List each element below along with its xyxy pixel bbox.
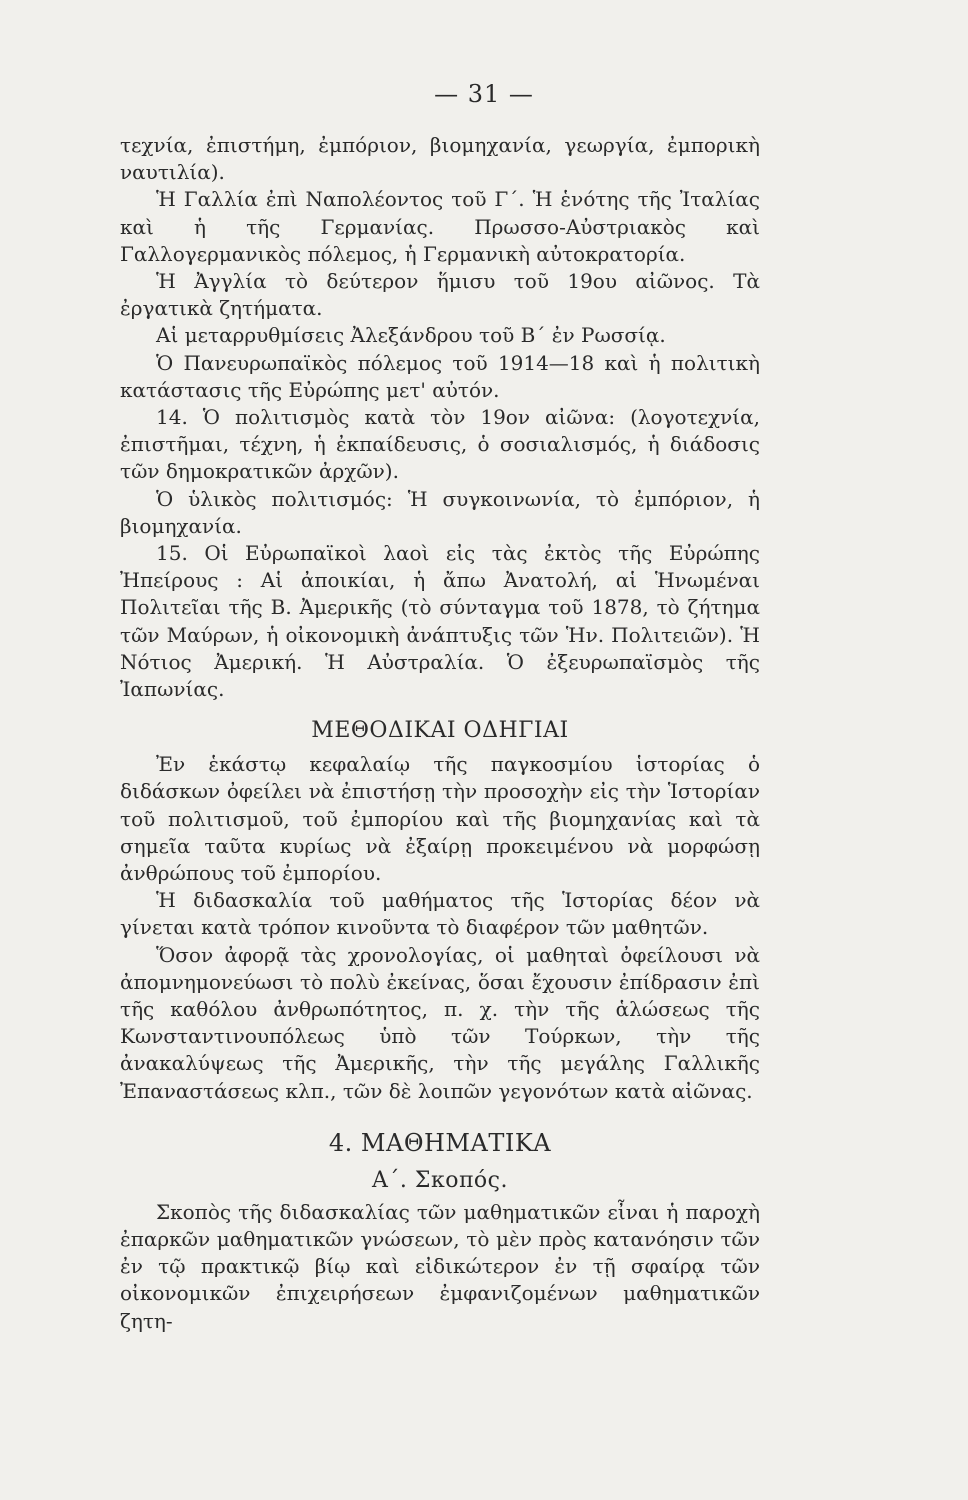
paragraph-continuation: τεχνία, ἐπιστήμη, ἐμπόριον, βιομηχανία, γεωργία, ἐμπορικὴ ναυτιλία). <box>120 133 760 185</box>
subheading-purpose: Α΄. Σκοπός. <box>372 1167 508 1193</box>
paragraph-methods-2: Ἡ διδασκαλία τοῦ μαθήματος τῆς Ἱστορίας δέον νὰ γίνεται κατὰ τρόπον κινοῦντα τὸ διαφέρον τῶν μαθητῶν. <box>120 888 760 940</box>
paragraph-russia-reforms: Αἱ μεταρρυθμίσεις Ἀλεξάνδρου τοῦ Β΄ ἐν Ρωσσίᾳ. <box>156 323 666 348</box>
paragraph-methods-3: Ὅσον ἀφορᾷ τὰς χρονολογίας, οἱ μαθηταὶ ὀφείλουσι νὰ ἀπομνημονεύωσι τὸ πολὺ ἐκείνας, ὅσαι ἔχουσιν ἐπίδρασιν ἐπὶ τῆς καθόλου ἀνθρωπότητος, π. χ. τὴν τῆς ἁλώσεως τῆς Κωνσταντινουπόλεως ὑπὸ τῶν Τούρκων, τὴν τῆς ἀνακαλύψεως τῆς Ἀμερικῆς, τὴν τῆς μεγάλης Γαλλικῆς Ἐπαναστάσεως κλπ., τῶν δὲ λοιπῶν γεγονότων κατὰ αἰῶνας. <box>120 942 760 1103</box>
page-number: — 31 — <box>434 80 534 108</box>
paragraph-material-civilization: Ὁ ὑλικὸς πολιτισμός: Ἡ συγκοινωνία, τὸ ἐμπόριον, ἡ βιομηχανία. <box>120 486 760 538</box>
paragraph-england: Ἡ Ἀγγλία τὸ δεύτερον ἥμισυ τοῦ 19ου αἰῶνος. Τὰ ἐργατικὰ ζητήματα. <box>120 268 760 321</box>
paragraph-france-italy-germany: Ἡ Γαλλία ἐπὶ Ναπολέοντος τοῦ Γ΄. Ἡ ἑνότης τῆς Ἰταλίας καὶ ἡ τῆς Γερμανίας. Πρωσσο-Αὐστριακὸς καὶ Γαλλογερμανικὸς πόλεμος, ἡ Γερμανικὴ αὐτοκρατορία. <box>120 187 760 266</box>
heading-mathematics: 4. ΜΑΘΗΜΑΤΙΚΑ <box>328 1128 552 1157</box>
text-column <box>120 132 760 1333</box>
paragraph-methods-1: Ἐν ἑκάστῳ κεφαλαίῳ τῆς παγκοσμίου ἱστορίας ὁ διδάσκων ὀφείλει νὰ ἐπιστήσῃ τὴν προσοχὴν εἰς τὴν Ἱστορίαν τοῦ πολιτισμοῦ, τοῦ ἐμπορίου καὶ τῆς βιομηχανίας καὶ τὰ σημεῖα ταῦτα κυρίως νὰ ἐξαίρῃ προκειμένου νὰ μορφώσῃ ἀνθρώπους τοῦ ἐμπορίου. <box>120 752 760 885</box>
paragraph-math-purpose: Σκοπὸς τῆς διδασκαλίας τῶν μαθηματικῶν εἶναι ἡ παροχὴ ἐπαρκῶν μαθηματικῶν γνώσεων, τὸ μὲν πρὸς κατανόησιν τῶν ἐν τῷ πρακτικῷ βίῳ καὶ εἰδικώτερον ἐν τῇ σφαίρᾳ τῶν οἰκονομικῶν ἐπιχειρήσεων ἐμφανιζομένων μαθηματικῶν ζητη- <box>120 1199 760 1333</box>
heading-methodical-instructions: ΜΕΘΟΔΙΚΑΙ ΟΔΗΓΙΑΙ <box>311 718 569 744</box>
paragraph-item-14: 14. Ὁ πολιτισμὸς κατὰ τὸν 19ον αἰῶνα: (λογοτεχνία, ἐπιστῆμαι, τέχνη, ἡ ἐκπαίδευσις, ὁ σοσιαλισμός, ἡ διάδοσις τῶν δημοκρατικῶν ἀρχῶν). <box>120 404 760 484</box>
paragraph-world-war: Ὁ Πανευρωπαϊκὸς πόλεμος τοῦ 1914—18 καὶ ἡ πολιτικὴ κατάστασις τῆς Εὐρώπης μετ' αὐτόν. <box>120 350 760 402</box>
paragraph-item-15: 15. Οἱ Εὐρωπαϊκοὶ λαοὶ εἰς τὰς ἐκτὸς τῆς Εὐρώπης Ἠπείρους : Αἱ ἀποικίαι, ἡ ἄπω Ἀνατολή, αἱ Ἡνωμέναι Πολιτεῖαι τῆς Β. Ἀμερικῆς (τὸ σύνταγμα τοῦ 1878, τὸ ζήτημα τῶν Μαύρων, ἡ οἰκονομικὴ ἀνάπτυξις τῶν Ἡν. Πολιτειῶν). Ἡ Νότιος Ἀμερική. Ἡ Αὐστραλία. Ὁ ἐξευρωπαϊσμὸς τῆς Ἰαπωνίας. <box>120 540 760 701</box>
